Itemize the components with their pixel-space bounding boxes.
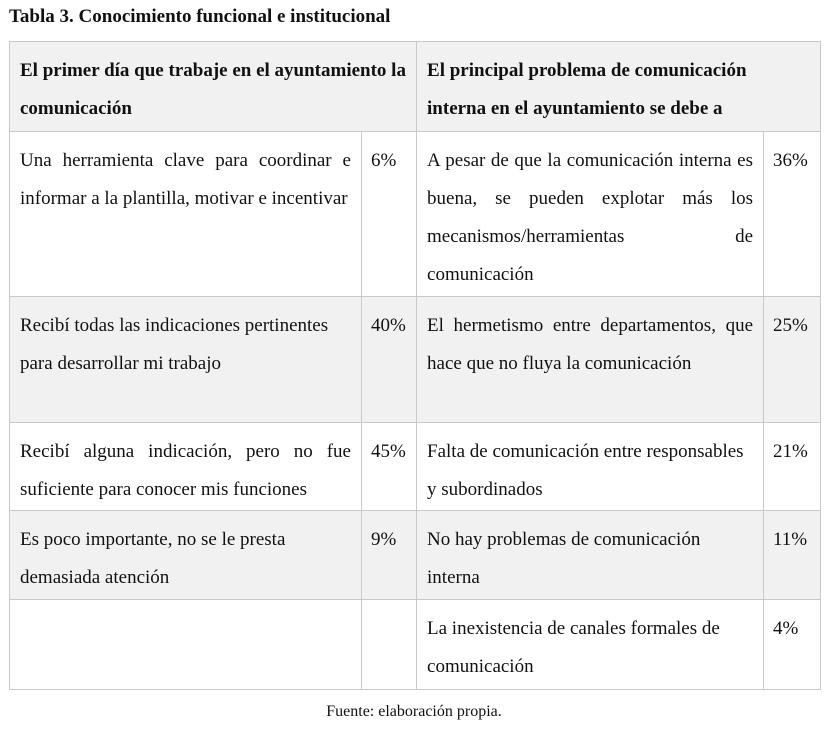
left-option-cell: Es poco importante, no se le presta demasiada atención xyxy=(10,511,362,600)
data-table xyxy=(9,41,821,690)
source-note: Fuente: elaboración propia. xyxy=(326,703,502,720)
right-percent-cell: 36% xyxy=(764,132,821,297)
left-percent-cell: 45% xyxy=(362,423,417,511)
table-row xyxy=(10,297,821,423)
table-caption: Tabla 3. Conocimiento funcional e institucional xyxy=(9,6,391,27)
right-percent-cell: 11% xyxy=(764,511,821,600)
right-option-cell: El hermetismo entre departamentos, que hace que no fluya la comunicación xyxy=(417,297,764,423)
table-row xyxy=(10,423,821,511)
table-row xyxy=(10,600,821,690)
table-row xyxy=(10,132,821,297)
right-option-cell: No hay problemas de comunicación interna xyxy=(417,511,764,600)
right-percent-cell: 21% xyxy=(764,423,821,511)
right-option-cell: Falta de comunicación entre responsables y subordinados xyxy=(417,423,764,511)
right-percent-cell: 25% xyxy=(764,297,821,423)
left-option-cell: Una herramienta clave para coordinar e informar a la plantilla, motivar e incentivar xyxy=(10,132,362,297)
header-right: El principal problema de comunicación interna en el ayuntamiento se debe a xyxy=(417,42,821,132)
left-percent-cell: 9% xyxy=(362,511,417,600)
left-percent-cell xyxy=(362,600,417,690)
left-option-cell xyxy=(10,600,362,690)
right-option-cell: La inexistencia de canales formales de comunicación xyxy=(417,600,764,690)
right-percent-cell: 4% xyxy=(764,600,821,690)
table-header-row xyxy=(10,42,821,132)
table-row xyxy=(10,511,821,600)
right-option-cell: A pesar de que la comunicación interna es buena, se pueden explotar más los mecanismos/herramientas de comunicación xyxy=(417,132,764,297)
header-left: El primer día que trabaje en el ayuntamiento la comunicación xyxy=(10,42,417,132)
left-option-cell: Recibí alguna indicación, pero no fue suficiente para conocer mis funciones xyxy=(10,423,362,511)
left-option-cell: Recibí todas las indicaciones pertinentes para desarrollar mi trabajo xyxy=(10,297,362,423)
left-percent-cell: 40% xyxy=(362,297,417,423)
left-percent-cell: 6% xyxy=(362,132,417,297)
